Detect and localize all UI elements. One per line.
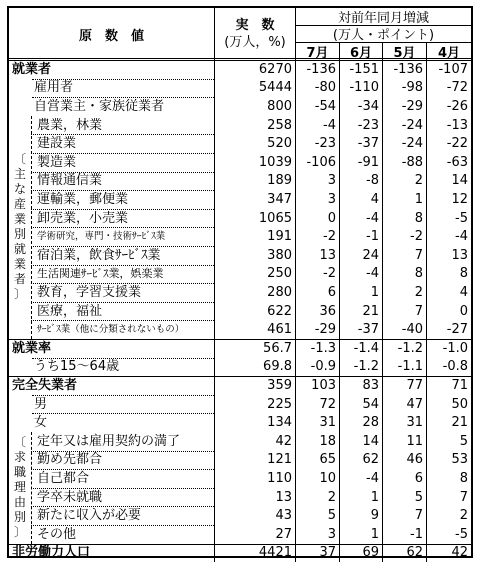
table-row	[9, 525, 471, 544]
row-divider	[31, 265, 214, 266]
cell-m6: -34	[357, 98, 379, 114]
cell-m7: 36	[319, 303, 336, 319]
cell-actual: 27	[275, 526, 292, 542]
side-label-char: 〔	[13, 435, 26, 450]
cell-actual: 280	[267, 284, 292, 300]
row-divider	[9, 58, 471, 59]
cell-m7: -2	[323, 229, 336, 245]
table-row	[9, 506, 471, 525]
cell-m5: 2	[414, 284, 423, 300]
table-row	[9, 60, 471, 79]
cell-m7: 6	[327, 284, 336, 300]
cell-actual: 69.8	[263, 359, 292, 375]
cell-m4: -1.0	[442, 340, 468, 356]
cell-m6: -91	[357, 154, 379, 170]
table-row	[9, 432, 471, 451]
side-label-char: 者	[13, 272, 26, 287]
cell-m5: -29	[401, 98, 423, 114]
side-label-char: 業	[13, 212, 26, 227]
cell-actual: 225	[267, 396, 292, 412]
cell-m6: -4	[366, 210, 379, 226]
table-row	[9, 172, 471, 191]
cell-m5: 8	[414, 266, 423, 282]
table-row	[9, 97, 471, 116]
cell-m5: -1	[410, 526, 423, 542]
actual-header-line2: (万人，%)	[224, 35, 286, 50]
cell-m4: -4	[455, 229, 468, 245]
cell-m4: -5	[455, 526, 468, 542]
row-label: 建設業	[37, 136, 77, 152]
cell-m7: -29	[314, 322, 336, 338]
cell-m4: -63	[446, 154, 468, 170]
cell-m6: 14	[362, 433, 379, 449]
reason-side-label	[9, 432, 31, 544]
column-divider	[214, 8, 215, 562]
month-header-m6: 6月	[349, 46, 373, 61]
cell-m6: 1	[370, 284, 379, 300]
side-label-char: 業	[13, 257, 26, 272]
row-label: 農業，林業	[37, 117, 103, 133]
row-divider	[32, 79, 214, 80]
row-divider	[32, 395, 214, 396]
cell-m4: 5	[459, 433, 468, 449]
cell-m5: -98	[401, 80, 423, 96]
cell-m6: -37	[357, 322, 379, 338]
cell-m4: 4	[459, 284, 468, 300]
cell-m7: 37	[319, 545, 336, 561]
side-label-char: 就	[13, 242, 26, 257]
cell-m6: -4	[366, 266, 379, 282]
row-divider	[31, 246, 214, 247]
side-label-char: 主	[13, 167, 26, 182]
row-divider	[9, 60, 471, 61]
cell-m4: 71	[451, 377, 468, 393]
row-divider	[296, 42, 471, 43]
row-divider	[32, 358, 214, 359]
table-row	[9, 265, 471, 284]
cell-m5: 8	[414, 210, 423, 226]
cell-m7: 31	[319, 415, 336, 431]
row-label: 雇用者	[34, 80, 74, 96]
cell-m6: 62	[362, 452, 379, 468]
cell-actual: 250	[267, 266, 292, 282]
side-label-char: 産	[13, 197, 26, 212]
cell-actual: 520	[267, 136, 292, 152]
cell-actual: 121	[267, 452, 292, 468]
row-label: 定年又は雇用契約の満了	[37, 433, 181, 449]
row-label: その他	[37, 526, 77, 542]
row-label: 完全失業者	[12, 377, 78, 393]
cell-m4: 7	[459, 489, 468, 505]
cell-m4: 8	[459, 470, 468, 486]
row-divider	[31, 209, 214, 210]
cell-actual: 800	[267, 98, 292, 114]
cell-m5: -88	[401, 154, 423, 170]
cell-m5: 62	[406, 545, 423, 561]
table-row	[9, 376, 471, 395]
cell-m7: 10	[319, 470, 336, 486]
change-header-title: 対前年同月増減	[337, 11, 429, 26]
cell-m4: 2	[459, 508, 468, 524]
column-header-label: 原 数 値	[78, 28, 144, 44]
cell-m7: 0	[327, 210, 336, 226]
row-label: 卸売業，小売業	[37, 210, 129, 226]
cell-m6: -110	[349, 80, 379, 96]
cell-actual: 622	[267, 303, 292, 319]
cell-m6: -23	[357, 117, 379, 133]
row-label: 新たに収入が必要	[37, 508, 142, 524]
cell-m6: 54	[362, 396, 379, 412]
cell-m7: -54	[314, 98, 336, 114]
cell-actual: 461	[267, 322, 292, 338]
table-row	[9, 339, 471, 358]
row-divider	[31, 469, 214, 470]
table-row	[9, 190, 471, 209]
row-label: 宿泊業，飲食ｻｰﾋﾞｽ業	[37, 247, 161, 263]
cell-actual: 1039	[258, 154, 292, 170]
table-row	[9, 544, 471, 563]
cell-m6: 83	[362, 377, 379, 393]
cell-m7: 72	[319, 396, 336, 412]
row-label: 製造業	[37, 154, 77, 170]
cell-m4: -27	[446, 322, 468, 338]
cell-actual: 359	[267, 377, 292, 393]
cell-m4: 50	[451, 396, 468, 412]
cell-m4: 0	[459, 303, 468, 319]
cell-m4: 53	[451, 452, 468, 468]
cell-m5: 7	[414, 508, 423, 524]
cell-m4: 21	[451, 415, 468, 431]
cell-m4: -107	[438, 61, 468, 77]
cell-m5: -24	[401, 117, 423, 133]
table-row	[9, 488, 471, 507]
cell-m4: 42	[451, 545, 468, 561]
side-label-char: な	[13, 182, 26, 197]
cell-m5: -40	[401, 322, 423, 338]
industry-side-label	[9, 116, 31, 339]
table-row	[9, 469, 471, 488]
side-label-char: 職	[13, 465, 26, 480]
side-label-char: 理	[13, 480, 26, 495]
cell-m5: -136	[393, 61, 423, 77]
side-label-char: 〔	[13, 152, 26, 167]
cell-actual: 134	[267, 415, 292, 431]
row-label: 学術研究，専門・技術ｻｰﾋﾞｽ業	[37, 230, 166, 242]
cell-m7: 103	[311, 377, 336, 393]
row-label: 就業者	[12, 61, 52, 77]
row-label: 自営業主・家族従業者	[34, 98, 165, 114]
cell-m6: 21	[362, 303, 379, 319]
row-label: 教育，学習支援業	[37, 284, 142, 300]
table-row	[9, 358, 471, 377]
row-divider	[31, 506, 214, 507]
row-label: ｻｰﾋﾞｽ業（他に分類されないもの）	[37, 323, 185, 335]
cell-m5: 5	[414, 489, 423, 505]
row-label: 男	[34, 396, 48, 412]
cell-actual: 4421	[258, 545, 292, 561]
cell-m6: 69	[362, 545, 379, 561]
cell-actual: 42	[275, 433, 292, 449]
cell-m5: -24	[401, 136, 423, 152]
cell-actual: 189	[267, 173, 292, 189]
cell-actual: 6270	[258, 61, 292, 77]
cell-m7: 3	[327, 173, 336, 189]
cell-m6: -1	[366, 229, 379, 245]
cell-m7: -1.3	[310, 340, 336, 356]
cell-m6: 9	[370, 508, 379, 524]
row-divider	[31, 283, 214, 284]
cell-m7: 3	[327, 191, 336, 207]
row-divider	[296, 25, 471, 26]
month-header-m5: 5月	[393, 46, 416, 61]
month-header-m4: 4月	[437, 46, 461, 61]
cell-m7: -106	[306, 154, 336, 170]
side-label-char: 別	[13, 510, 26, 525]
cell-m7: 3	[327, 526, 336, 542]
row-divider	[9, 339, 471, 340]
cell-m7: 5	[327, 508, 336, 524]
cell-m5: 47	[406, 396, 423, 412]
column-divider	[339, 42, 340, 562]
table-row	[9, 302, 471, 321]
cell-m4: -13	[446, 117, 468, 133]
cell-actual: 191	[267, 229, 292, 245]
cell-m7: -23	[314, 136, 336, 152]
cell-m4: -72	[446, 80, 468, 96]
actual-header-line1: 実 数	[235, 18, 275, 33]
row-label: 自己都合	[37, 470, 90, 486]
cell-m5: 7	[414, 247, 423, 263]
cell-m6: 1	[370, 526, 379, 542]
month-header-m7: 7月	[306, 46, 329, 61]
side-label-char: 別	[13, 227, 26, 242]
row-divider	[31, 302, 214, 303]
row-divider	[32, 97, 214, 98]
cell-m5: 7	[414, 303, 423, 319]
cell-m6: -37	[357, 136, 379, 152]
row-divider	[31, 488, 214, 489]
side-label-char: 求	[13, 450, 26, 465]
table-row	[9, 283, 471, 302]
cell-m6: 24	[362, 247, 379, 263]
cell-actual: 43	[275, 508, 292, 524]
row-divider	[9, 544, 471, 545]
cell-m6: -4	[366, 470, 379, 486]
cell-m5: 1	[414, 191, 423, 207]
cell-m6: -151	[349, 61, 379, 77]
cell-m5: 11	[406, 433, 423, 449]
cell-m5: -1.2	[397, 340, 423, 356]
cell-actual: 110	[267, 470, 292, 486]
table-row	[9, 320, 471, 339]
column-divider	[382, 42, 383, 562]
table-row	[9, 134, 471, 153]
cell-m4: 8	[459, 266, 468, 282]
cell-m5: -1.1	[397, 359, 423, 375]
cell-actual: 13	[275, 489, 292, 505]
cell-m7: 18	[319, 433, 336, 449]
cell-m4: -5	[455, 210, 468, 226]
cell-m6: -8	[366, 173, 379, 189]
change-header-unit: (万人・ポイント)	[332, 28, 435, 43]
row-label: 女	[34, 415, 48, 431]
table-row	[9, 79, 471, 98]
row-label: 医療，福祉	[37, 303, 103, 319]
row-divider	[31, 172, 214, 173]
table-row	[9, 246, 471, 265]
cell-actual: 5444	[258, 80, 292, 96]
cell-m4: 12	[451, 191, 468, 207]
row-divider	[31, 451, 214, 452]
cell-m7: -0.9	[310, 359, 336, 375]
cell-m7: 65	[319, 452, 336, 468]
row-label: 非労働力人口	[12, 545, 91, 561]
column-divider	[295, 8, 296, 562]
cell-m5: 46	[406, 452, 423, 468]
cell-m7: 13	[319, 247, 336, 263]
row-label: 勤め先都合	[37, 452, 103, 468]
cell-m4: 13	[451, 247, 468, 263]
cell-m7: -136	[306, 61, 336, 77]
cell-actual: 56.7	[263, 340, 292, 356]
cell-m5: 2	[414, 173, 423, 189]
row-divider	[31, 320, 214, 321]
cell-m7: -2	[323, 266, 336, 282]
cell-m5: 31	[406, 415, 423, 431]
row-label: 生活関連ｻｰﾋﾞｽ業，娯楽業	[37, 267, 164, 281]
row-divider	[9, 376, 471, 377]
statistics-table	[7, 6, 473, 561]
row-divider	[31, 190, 214, 191]
column-header-actual	[215, 8, 295, 60]
cell-m6: -1.4	[353, 340, 379, 356]
row-divider	[31, 134, 214, 135]
cell-actual: 1065	[258, 210, 292, 226]
cell-m5: -2	[410, 229, 423, 245]
cell-m6: 4	[370, 191, 379, 207]
cell-m4: 14	[451, 173, 468, 189]
column-divider	[426, 42, 427, 562]
cell-m7: 2	[327, 489, 336, 505]
row-divider	[32, 413, 214, 414]
cell-m7: -4	[323, 117, 336, 133]
table-row	[9, 209, 471, 228]
cell-m7: -80	[314, 80, 336, 96]
cell-m6: 1	[370, 489, 379, 505]
cell-m5: 77	[406, 377, 423, 393]
table-row	[9, 395, 471, 414]
cell-m4: -26	[446, 98, 468, 114]
table-row	[9, 153, 471, 172]
cell-m4: -22	[446, 136, 468, 152]
cell-actual: 347	[267, 191, 292, 207]
table-row	[9, 451, 471, 470]
cell-m6: -1.2	[353, 359, 379, 375]
row-divider	[31, 227, 214, 228]
row-label: 就業率	[12, 340, 52, 356]
table-row	[9, 413, 471, 432]
cell-m5: 6	[414, 470, 423, 486]
side-label-char: 由	[13, 495, 26, 510]
row-divider	[31, 525, 214, 526]
row-divider	[31, 153, 214, 154]
row-label: 情報通信業	[37, 173, 103, 189]
row-label: 学卒未就職	[37, 489, 103, 505]
row-label: うち15～64歳	[34, 359, 120, 375]
side-label-char: 〕	[13, 287, 26, 302]
table-row	[9, 116, 471, 135]
table-row	[9, 227, 471, 246]
row-label: 運輸業，郵便業	[37, 191, 129, 207]
cell-m4: -0.8	[442, 359, 468, 375]
cell-actual: 258	[267, 117, 292, 133]
cell-actual: 380	[267, 247, 292, 263]
cell-m6: 28	[362, 415, 379, 431]
side-label-char: 〕	[13, 525, 26, 540]
